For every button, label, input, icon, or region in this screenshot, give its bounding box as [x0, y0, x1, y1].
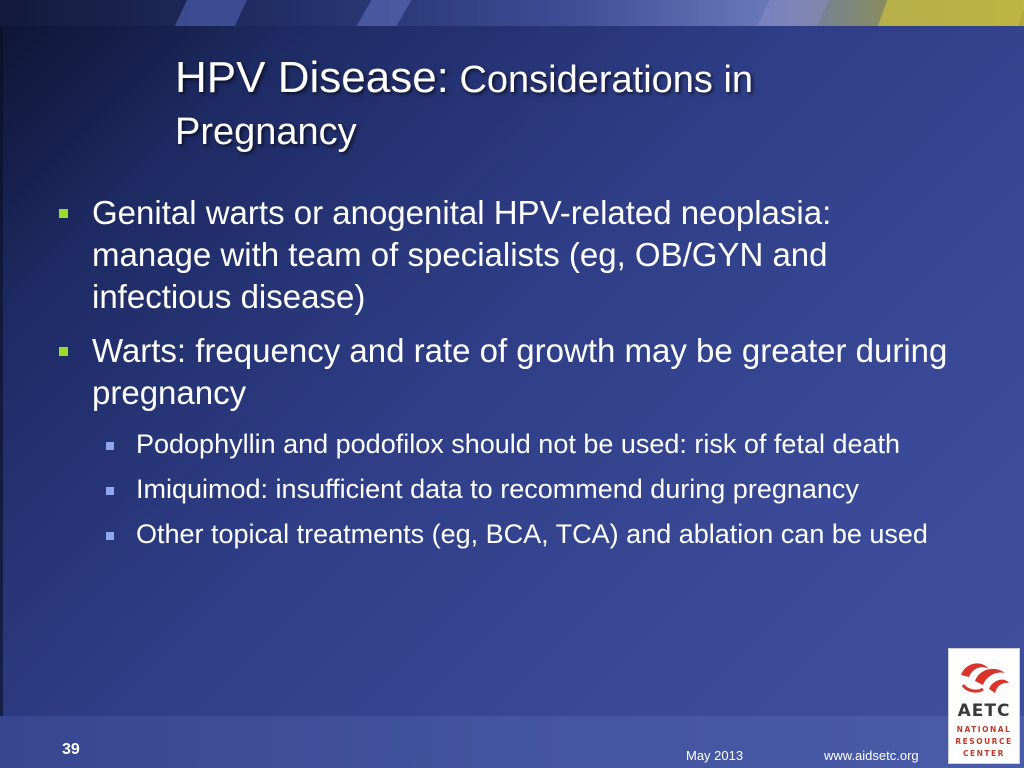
footer-date: May 2013	[686, 748, 744, 763]
sub-bullet-text: Imiquimod: insufficient data to recommend during pregnancy	[136, 474, 859, 504]
footer-url: www.aidsetc.org	[824, 748, 919, 763]
logo-line-center: CENTER	[963, 749, 1005, 758]
sub-bullet-square-icon	[106, 487, 114, 495]
aetc-swirl-icon	[955, 655, 1013, 699]
bullet-square-icon	[59, 347, 68, 356]
title-main: HPV Disease:	[175, 53, 449, 102]
bullet-text: Genital warts or anogenital HPV-related neoplasia: manage with team of specialists (eg, OB/GYN and infectious disease)	[92, 194, 832, 315]
bullet-list	[50, 192, 950, 561]
title-sub-line2: Pregnancy	[175, 111, 357, 153]
logo-line-resource: RESOURCE	[955, 737, 1013, 746]
bullet-item	[50, 330, 950, 414]
logo-name: AETC	[957, 701, 1011, 721]
sub-bullet-text: Podophyllin and podofilox should not be used: risk of fetal death	[136, 429, 901, 459]
bullet-square-icon	[59, 209, 68, 218]
slide-title	[175, 52, 975, 158]
logo-line-national: NATIONAL	[956, 725, 1012, 734]
sub-bullet-item	[102, 426, 950, 463]
aetc-logo	[948, 648, 1020, 764]
sub-bullet-item	[102, 516, 950, 553]
sub-bullet-text: Other topical treatments (eg, BCA, TCA) and ablation can be used	[136, 519, 928, 549]
title-sub: Considerations in	[459, 59, 754, 101]
top-decorative-band	[0, 0, 1024, 26]
sub-bullet-square-icon	[106, 442, 114, 450]
page-number: 39	[62, 741, 80, 758]
sub-bullet-square-icon	[106, 532, 114, 540]
bullet-item	[50, 192, 950, 318]
left-edge-shade	[0, 26, 3, 716]
bullet-text: Warts: frequency and rate of growth may be greater during pregnancy	[92, 332, 948, 411]
sub-bullet-item	[102, 471, 950, 508]
